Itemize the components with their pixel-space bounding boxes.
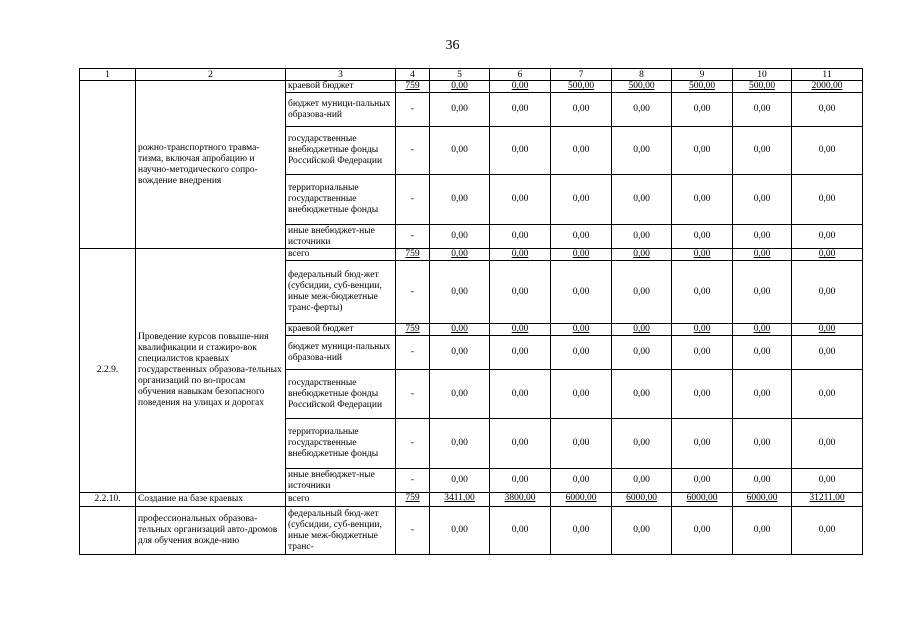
amount-cell: 0,00	[733, 249, 792, 261]
amount-cell: 0,00	[430, 127, 490, 175]
amount-cell: 0,00	[792, 324, 863, 336]
amount-cell: 0,00	[792, 419, 863, 469]
amount-cell: 0,00	[490, 370, 551, 419]
grbs-code: -	[396, 225, 430, 249]
amount-cell: 0,00	[490, 225, 551, 249]
funding-source: бюджет муници-пальных образова-ний	[286, 93, 396, 127]
amount-cell: 0,00	[490, 469, 551, 493]
amount-cell: 0,00	[430, 324, 490, 336]
amount-cell: 0,00	[612, 93, 672, 127]
amount-cell: 0,00	[430, 507, 490, 555]
amount-cell: 0,00	[490, 419, 551, 469]
amount-cell: 0,00	[792, 507, 863, 555]
amount-cell: 0,00	[672, 261, 733, 324]
item-description: Проведение курсов повыше-ния квалификации и стажиро-вок специалистов краевых государственных образова-тельных организаций по во-просам обучения навыкам безопасного поведения на улицах и дорогах	[136, 249, 286, 493]
amount-cell: 6000,00	[733, 493, 792, 507]
amount-cell: 0,00	[672, 336, 733, 370]
amount-cell: 0,00	[792, 261, 863, 324]
amount-cell: 0,00	[612, 324, 672, 336]
amount-cell: 0,00	[430, 261, 490, 324]
header-cell: 1	[80, 69, 136, 81]
table-row	[80, 507, 863, 555]
table-row	[80, 493, 863, 507]
amount-cell: 0,00	[430, 249, 490, 261]
amount-cell: 0,00	[490, 249, 551, 261]
amount-cell: 0,00	[612, 225, 672, 249]
amount-cell: 0,00	[490, 127, 551, 175]
funding-source: бюджет муници-пальных образова-ний	[286, 336, 396, 370]
grbs-code: -	[396, 507, 430, 555]
funding-source: государственные внебюджетные фонды Российской Федерации	[286, 370, 396, 419]
amount-cell: 0,00	[612, 336, 672, 370]
amount-cell: 0,00	[490, 261, 551, 324]
amount-cell: 0,00	[733, 336, 792, 370]
item-description: рожно-транспортного травма-тизма, включая апробацию и научно-методического сопро-вождение внедрения	[136, 81, 286, 249]
amount-cell: 0,00	[792, 336, 863, 370]
amount-cell: 0,00	[612, 469, 672, 493]
item-code-cont	[80, 507, 136, 555]
amount-cell: 0,00	[430, 469, 490, 493]
amount-cell: 0,00	[612, 175, 672, 225]
amount-cell: 0,00	[430, 336, 490, 370]
grbs-code: -	[396, 175, 430, 225]
amount-cell: 0,00	[672, 93, 733, 127]
amount-cell: 0,00	[490, 324, 551, 336]
table-row	[80, 81, 863, 93]
amount-cell: 0,00	[792, 249, 863, 261]
header-cell: 5	[430, 69, 490, 81]
funding-source: иные внебюджет-ные источники	[286, 469, 396, 493]
page-number: 36	[445, 38, 460, 53]
item-code: 2.2.10.	[80, 493, 136, 507]
amount-cell: 0,00	[551, 324, 612, 336]
grbs-code: 759	[396, 493, 430, 507]
amount-cell: 0,00	[430, 93, 490, 127]
header-cell: 7	[551, 69, 612, 81]
grbs-code: 759	[396, 249, 430, 261]
amount-cell: 0,00	[733, 370, 792, 419]
amount-cell: 0,00	[551, 419, 612, 469]
amount-cell: 0,00	[551, 249, 612, 261]
amount-cell: 0,00	[672, 225, 733, 249]
amount-cell: 0,00	[792, 175, 863, 225]
amount-cell: 0,00	[612, 261, 672, 324]
amount-cell: 0,00	[430, 81, 490, 93]
header-cell: 3	[286, 69, 396, 81]
amount-cell: 0,00	[551, 225, 612, 249]
item-code	[80, 81, 136, 249]
amount-cell: 0,00	[490, 81, 551, 93]
amount-cell: 500,00	[551, 81, 612, 93]
amount-cell: 0,00	[612, 127, 672, 175]
header-cell: 2	[136, 69, 286, 81]
header-cell: 10	[733, 69, 792, 81]
amount-cell: 0,00	[672, 469, 733, 493]
amount-cell: 6000,00	[612, 493, 672, 507]
amount-cell: 0,00	[672, 419, 733, 469]
table-row	[80, 249, 863, 261]
header-cell: 8	[612, 69, 672, 81]
amount-cell: 0,00	[490, 175, 551, 225]
amount-cell: 31211,00	[792, 493, 863, 507]
funding-source: всего	[286, 493, 396, 507]
header-cell: 4	[396, 69, 430, 81]
amount-cell: 0,00	[672, 324, 733, 336]
funding-source: всего	[286, 249, 396, 261]
item-description: Создание на базе краевых	[136, 493, 286, 507]
amount-cell: 0,00	[733, 469, 792, 493]
amount-cell: 500,00	[672, 81, 733, 93]
amount-cell: 3800,00	[490, 493, 551, 507]
grbs-code: -	[396, 127, 430, 175]
amount-cell: 2000,00	[792, 81, 863, 93]
amount-cell: 0,00	[551, 127, 612, 175]
amount-cell: 0,00	[612, 370, 672, 419]
amount-cell: 0,00	[672, 175, 733, 225]
amount-cell: 0,00	[672, 370, 733, 419]
amount-cell: 0,00	[430, 370, 490, 419]
amount-cell: 0,00	[551, 370, 612, 419]
amount-cell: 0,00	[551, 93, 612, 127]
amount-cell: 0,00	[430, 225, 490, 249]
amount-cell: 0,00	[792, 93, 863, 127]
grbs-code: -	[396, 261, 430, 324]
budget-table	[79, 68, 863, 555]
amount-cell: 0,00	[733, 175, 792, 225]
grbs-code: -	[396, 419, 430, 469]
amount-cell: 0,00	[551, 175, 612, 225]
header-cell: 6	[490, 69, 551, 81]
amount-cell: 0,00	[490, 93, 551, 127]
funding-source: федеральный бюд-жет (субсидии, суб-венции, иные меж-бюджетные транс-	[286, 507, 396, 555]
funding-source: краевой бюджет	[286, 81, 396, 93]
amount-cell: 0,00	[490, 336, 551, 370]
funding-source: территориальные государственные внебюджетные фонды	[286, 419, 396, 469]
amount-cell: 0,00	[733, 419, 792, 469]
amount-cell: 0,00	[672, 127, 733, 175]
amount-cell: 6000,00	[672, 493, 733, 507]
funding-source: государственные внебюджетные фонды Российской Федерации	[286, 127, 396, 175]
item-code: 2.2.9.	[80, 249, 136, 493]
amount-cell: 0,00	[612, 249, 672, 261]
amount-cell: 0,00	[733, 507, 792, 555]
header-row	[80, 69, 863, 81]
amount-cell: 0,00	[430, 419, 490, 469]
amount-cell: 0,00	[672, 249, 733, 261]
funding-source: федеральный бюд-жет (субсидии, суб-венции, иные меж-бюджетные транс-ферты)	[286, 261, 396, 324]
amount-cell: 500,00	[612, 81, 672, 93]
amount-cell: 0,00	[792, 469, 863, 493]
grbs-code: 759	[396, 324, 430, 336]
grbs-code: -	[396, 469, 430, 493]
amount-cell: 0,00	[733, 261, 792, 324]
amount-cell: 500,00	[733, 81, 792, 93]
item-description-cont: профессиональных образова-тельных организаций авто-дромов для обучения вожде-нию	[136, 507, 286, 555]
amount-cell: 0,00	[733, 324, 792, 336]
grbs-code: -	[396, 93, 430, 127]
grbs-code: -	[396, 336, 430, 370]
amount-cell: 0,00	[672, 507, 733, 555]
header-cell: 11	[792, 69, 863, 81]
amount-cell: 0,00	[792, 127, 863, 175]
amount-cell: 0,00	[733, 93, 792, 127]
amount-cell: 3411,00	[430, 493, 490, 507]
header-cell: 9	[672, 69, 733, 81]
amount-cell: 6000,00	[551, 493, 612, 507]
amount-cell: 0,00	[612, 507, 672, 555]
funding-source: территориальные государственные внебюджетные фонды	[286, 175, 396, 225]
amount-cell: 0,00	[733, 225, 792, 249]
amount-cell: 0,00	[551, 469, 612, 493]
grbs-code: -	[396, 370, 430, 419]
funding-source: иные внебюджет-ные источники	[286, 225, 396, 249]
funding-source: краевой бюджет	[286, 324, 396, 336]
grbs-code: 759	[396, 81, 430, 93]
amount-cell: 0,00	[430, 175, 490, 225]
amount-cell: 0,00	[792, 225, 863, 249]
amount-cell: 0,00	[551, 261, 612, 324]
amount-cell: 0,00	[551, 336, 612, 370]
amount-cell: 0,00	[490, 507, 551, 555]
amount-cell: 0,00	[792, 370, 863, 419]
amount-cell: 0,00	[551, 507, 612, 555]
amount-cell: 0,00	[733, 127, 792, 175]
amount-cell: 0,00	[612, 419, 672, 469]
